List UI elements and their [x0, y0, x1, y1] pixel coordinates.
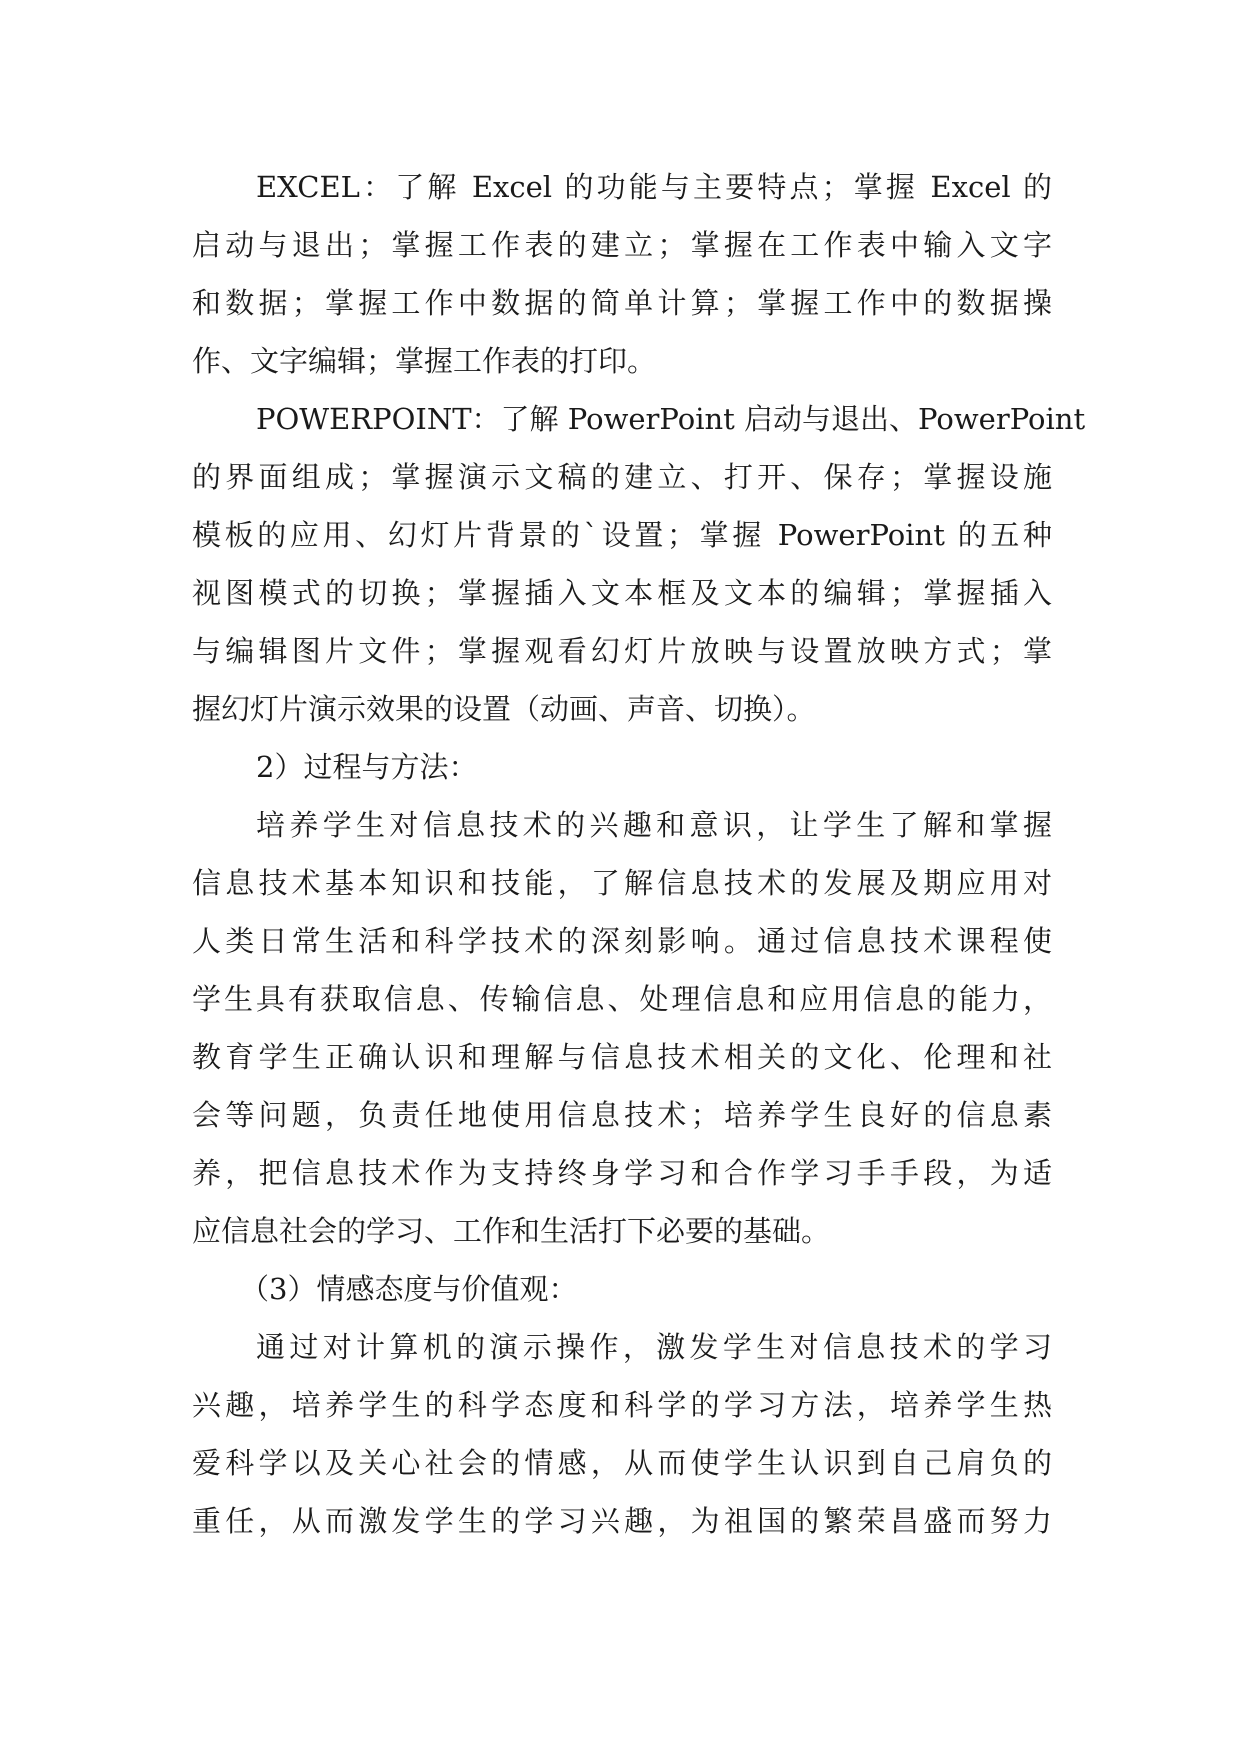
process-paragraph-line-6: 会等问题，负责任地使用信息技术；培养学生良好的信息素 [192, 1098, 1052, 1132]
powerpoint-paragraph-line-5: 与编辑图片文件；掌握观看幻灯片放映与设置放映方式；掌 [192, 634, 1052, 668]
emotion-paragraph-line-3: 爱科学以及关心社会的情感，从而使学生认识到自己肩负的 [192, 1446, 1052, 1480]
emotion-paragraph-line-1: 通过对计算机的演示操作，激发学生对信息技术的学习 [256, 1330, 1052, 1364]
excel-paragraph-line-3: 和数据；掌握工作中数据的简单计算；掌握工作中的数据操 [192, 286, 1052, 320]
powerpoint-paragraph-line-3: 模板的应用、幻灯片背景的`设置；掌握 PowerPoint 的五种 [192, 518, 1052, 552]
emotion-paragraph-line-2: 兴趣，培养学生的科学态度和科学的学习方法，培养学生热 [192, 1388, 1052, 1422]
powerpoint-paragraph-line-1: POWERPOINT：了解 PowerPoint 启动与退出、PowerPoint [256, 402, 1086, 436]
section-heading-emotion-attitude-values: （3）情感态度与价值观： [240, 1272, 578, 1306]
powerpoint-paragraph-line-2: 的界面组成；掌握演示文稿的建立、打开、保存；掌握设施 [192, 460, 1052, 494]
excel-paragraph-line-4: 作、文字编辑；掌握工作表的打印。 [192, 344, 657, 378]
process-paragraph-line-5: 教育学生正确认识和理解与信息技术相关的文化、伦理和社 [192, 1040, 1052, 1074]
process-paragraph-line-3: 人类日常生活和科学技术的深刻影响。通过信息技术课程使 [192, 924, 1052, 958]
process-paragraph-line-7: 养，把信息技术作为支持终身学习和合作学习手手段，为适 [192, 1156, 1052, 1190]
process-paragraph-line-4: 学生具有获取信息、传输信息、处理信息和应用信息的能力， [192, 982, 1052, 1016]
powerpoint-paragraph-line-4: 视图模式的切换；掌握插入文本框及文本的编辑；掌握插入 [192, 576, 1052, 610]
powerpoint-paragraph-line-6: 握幻灯片演示效果的设置（动画、声音、切换）。 [192, 692, 816, 726]
section-heading-process-and-method: 2）过程与方法： [256, 750, 478, 784]
process-paragraph-line-2: 信息技术基本知识和技能，了解信息技术的发展及期应用对 [192, 866, 1052, 900]
process-paragraph-line-1: 培养学生对信息技术的兴趣和意识，让学生了解和掌握 [256, 808, 1052, 842]
excel-paragraph-line-2: 启动与退出；掌握工作表的建立；掌握在工作表中输入文字 [192, 228, 1052, 262]
emotion-paragraph-line-4: 重任，从而激发学生的学习兴趣，为祖国的繁荣昌盛而努力 [192, 1504, 1052, 1538]
excel-paragraph-line-1: EXCEL：了解 Excel 的功能与主要特点；掌握 Excel 的 [256, 170, 1052, 204]
process-paragraph-line-8: 应信息社会的学习、工作和生活打下必要的基础。 [192, 1214, 831, 1248]
